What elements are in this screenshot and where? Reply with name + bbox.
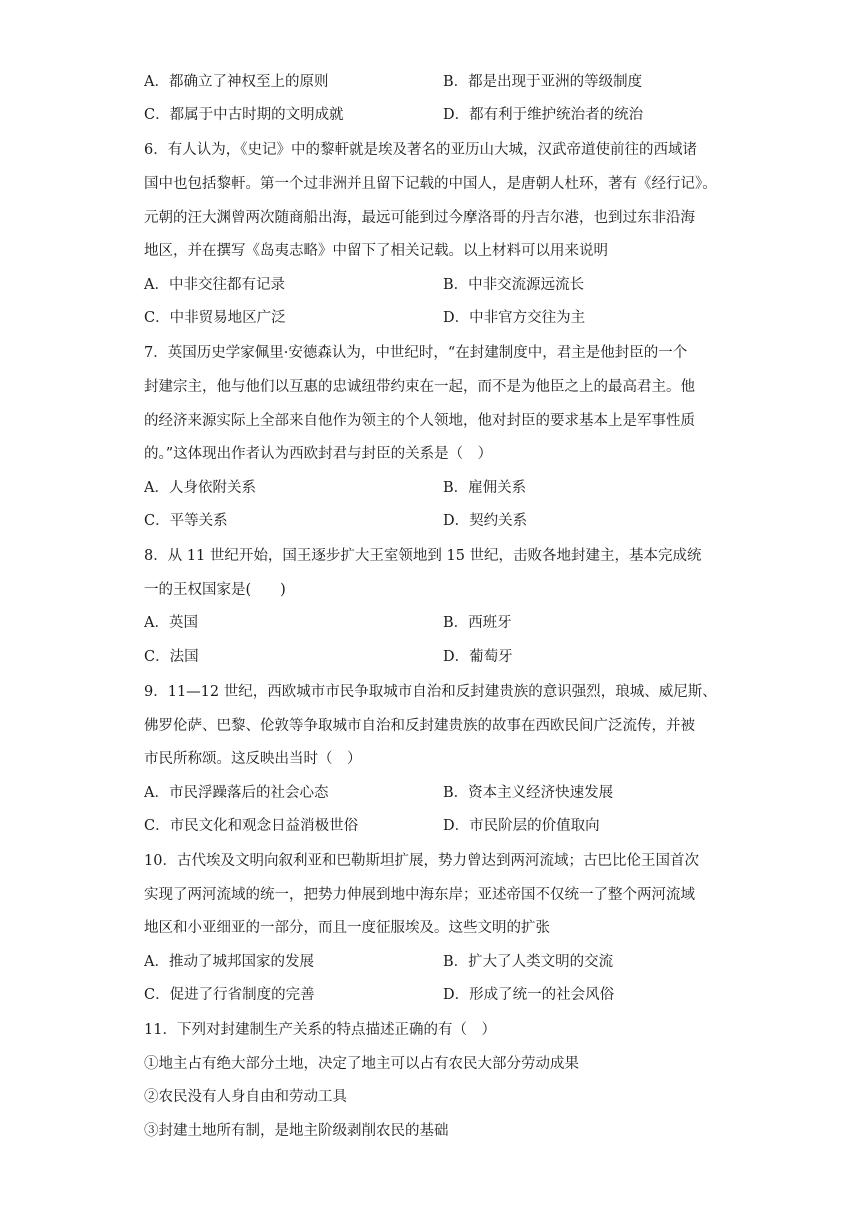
q10-stem-line-2: 实现了两河流域的统一，把势力伸展到地中海东岸；亚述帝国不仅统一了整个两河流域: [144, 887, 695, 903]
q9-stem-line-1: 9．11—12 世纪，西欧城市市民争取城市自治和反封建贵族的意识强烈，琅城、威尼斯、: [144, 684, 717, 700]
q11-statement-2: ②农民没有人身自由和劳动工具: [144, 1089, 347, 1105]
q6-stem-line-1: 6．有人认为，《史记》中的黎軒就是埃及著名的亚历山大城，汉武帝道使前往的西域诸: [144, 142, 697, 158]
q5-option-a: A．都确立了神权至上的原则: [144, 74, 329, 90]
q8-option-b: B．西班牙: [443, 615, 512, 631]
q9-option-c: C．市民文化和观念日益消极世俗: [144, 818, 359, 834]
q8-option-d: D．葡萄牙: [443, 649, 513, 665]
q11-stem: 11．下列对封建制生产关系的特点描述正确的有（ ）: [144, 1022, 496, 1038]
q8-option-c: C．法国: [144, 649, 199, 665]
q10-option-b: B．扩大了人类文明的交流: [443, 954, 614, 970]
q9-stem-line-3: 市民所称颂。这反映出当时（ ）: [144, 751, 362, 767]
q6-option-b: B．中非交流源远流长: [443, 277, 585, 293]
q9-stem-line-2: 佛罗伦萨、巴黎、伦敦等争取城市自治和反封建贵族的故事在西欧民间广泛流传，并被: [144, 718, 695, 734]
q10-stem-line-1: 10．古代埃及文明向叙利亚和巴勒斯坦扩展，势力曾达到两河流域；古巴比伦王国首次: [144, 853, 699, 869]
q10-stem-line-3: 地区和小亚细亚的一部分，而且一度征服埃及。这些文明的扩张: [144, 920, 550, 936]
q8-stem-line-2: 一的王权国家是( ): [144, 582, 286, 598]
q5-option-d: D．都有利于维护统治者的统治: [443, 107, 644, 123]
q9-option-a: A．市民浮躁落后的社会心态: [144, 785, 329, 801]
q7-option-b: B．雇佣关系: [443, 480, 527, 496]
q9-option-d: D．市民阶层的价值取向: [443, 818, 600, 834]
q6-stem-line-2: 国中也包括黎軒。第一个过非洲并且留下记载的中国人，是唐朝人杜环，著有《经行记》。: [144, 176, 717, 192]
q7-stem-line-1: 7．英国历史学家佩里·安德森认为，中世纪时，“在封建制度中，君主是他封臣的一个: [144, 345, 688, 361]
q7-stem-line-4: 的。”这体现出作者认为西欧封君与封臣的关系是（ ）: [144, 446, 493, 462]
q5-option-c: C．都属于中古时期的文明成就: [144, 107, 344, 123]
q10-option-c: C．促进了行省制度的完善: [144, 987, 315, 1003]
q8-option-a: A．英国: [144, 615, 198, 631]
q7-stem-line-3: 的经济来源实际上全部来自他作为领主的个人领地，他对封臣的要求基本上是军事性质: [144, 413, 695, 429]
q6-option-c: C．中非贸易地区广泛: [144, 310, 286, 326]
q6-option-a: A．中非交往都有记录: [144, 277, 285, 293]
q6-stem-line-3: 元朝的汪大渊曾两次随商船出海，最远可能到过今摩洛哥的丹吉尔港，也到过东非沿海: [144, 210, 695, 226]
q8-stem-line-1: 8．从 11 世纪开始，国王逐步扩大王室领地到 15 世纪，击败各地封建主，基本完成统: [144, 548, 702, 564]
q9-option-b: B．资本主义经济快速发展: [443, 785, 614, 801]
q11-statement-3: ③封建土地所有制，是地主阶级剥削农民的基础: [144, 1123, 449, 1139]
q7-option-d: D．契约关系: [443, 513, 528, 529]
q6-stem-line-4: 地区，并在撰写《岛夷志略》中留下了相关记载。以上材料可以用来说明: [144, 243, 608, 259]
q6-option-d: D．中非官方交往为主: [443, 310, 586, 326]
q7-stem-line-2: 封建宗主，他与他们以互惠的忠诚纽带约束在一起，而不是为他臣之上的最高君主。他: [144, 379, 695, 395]
q10-option-d: D．形成了统一的社会风俗: [443, 987, 615, 1003]
q10-option-a: A．推动了城邦国家的发展: [144, 954, 314, 970]
q7-option-c: C．平等关系: [144, 513, 228, 529]
q5-option-b: B．都是出现于亚洲的等级制度: [443, 74, 643, 90]
q7-option-a: A．人身依附关系: [144, 480, 256, 496]
q11-statement-1: ①地主占有绝大部分土地，决定了地主可以占有农民大部分劳动成果: [144, 1056, 579, 1072]
